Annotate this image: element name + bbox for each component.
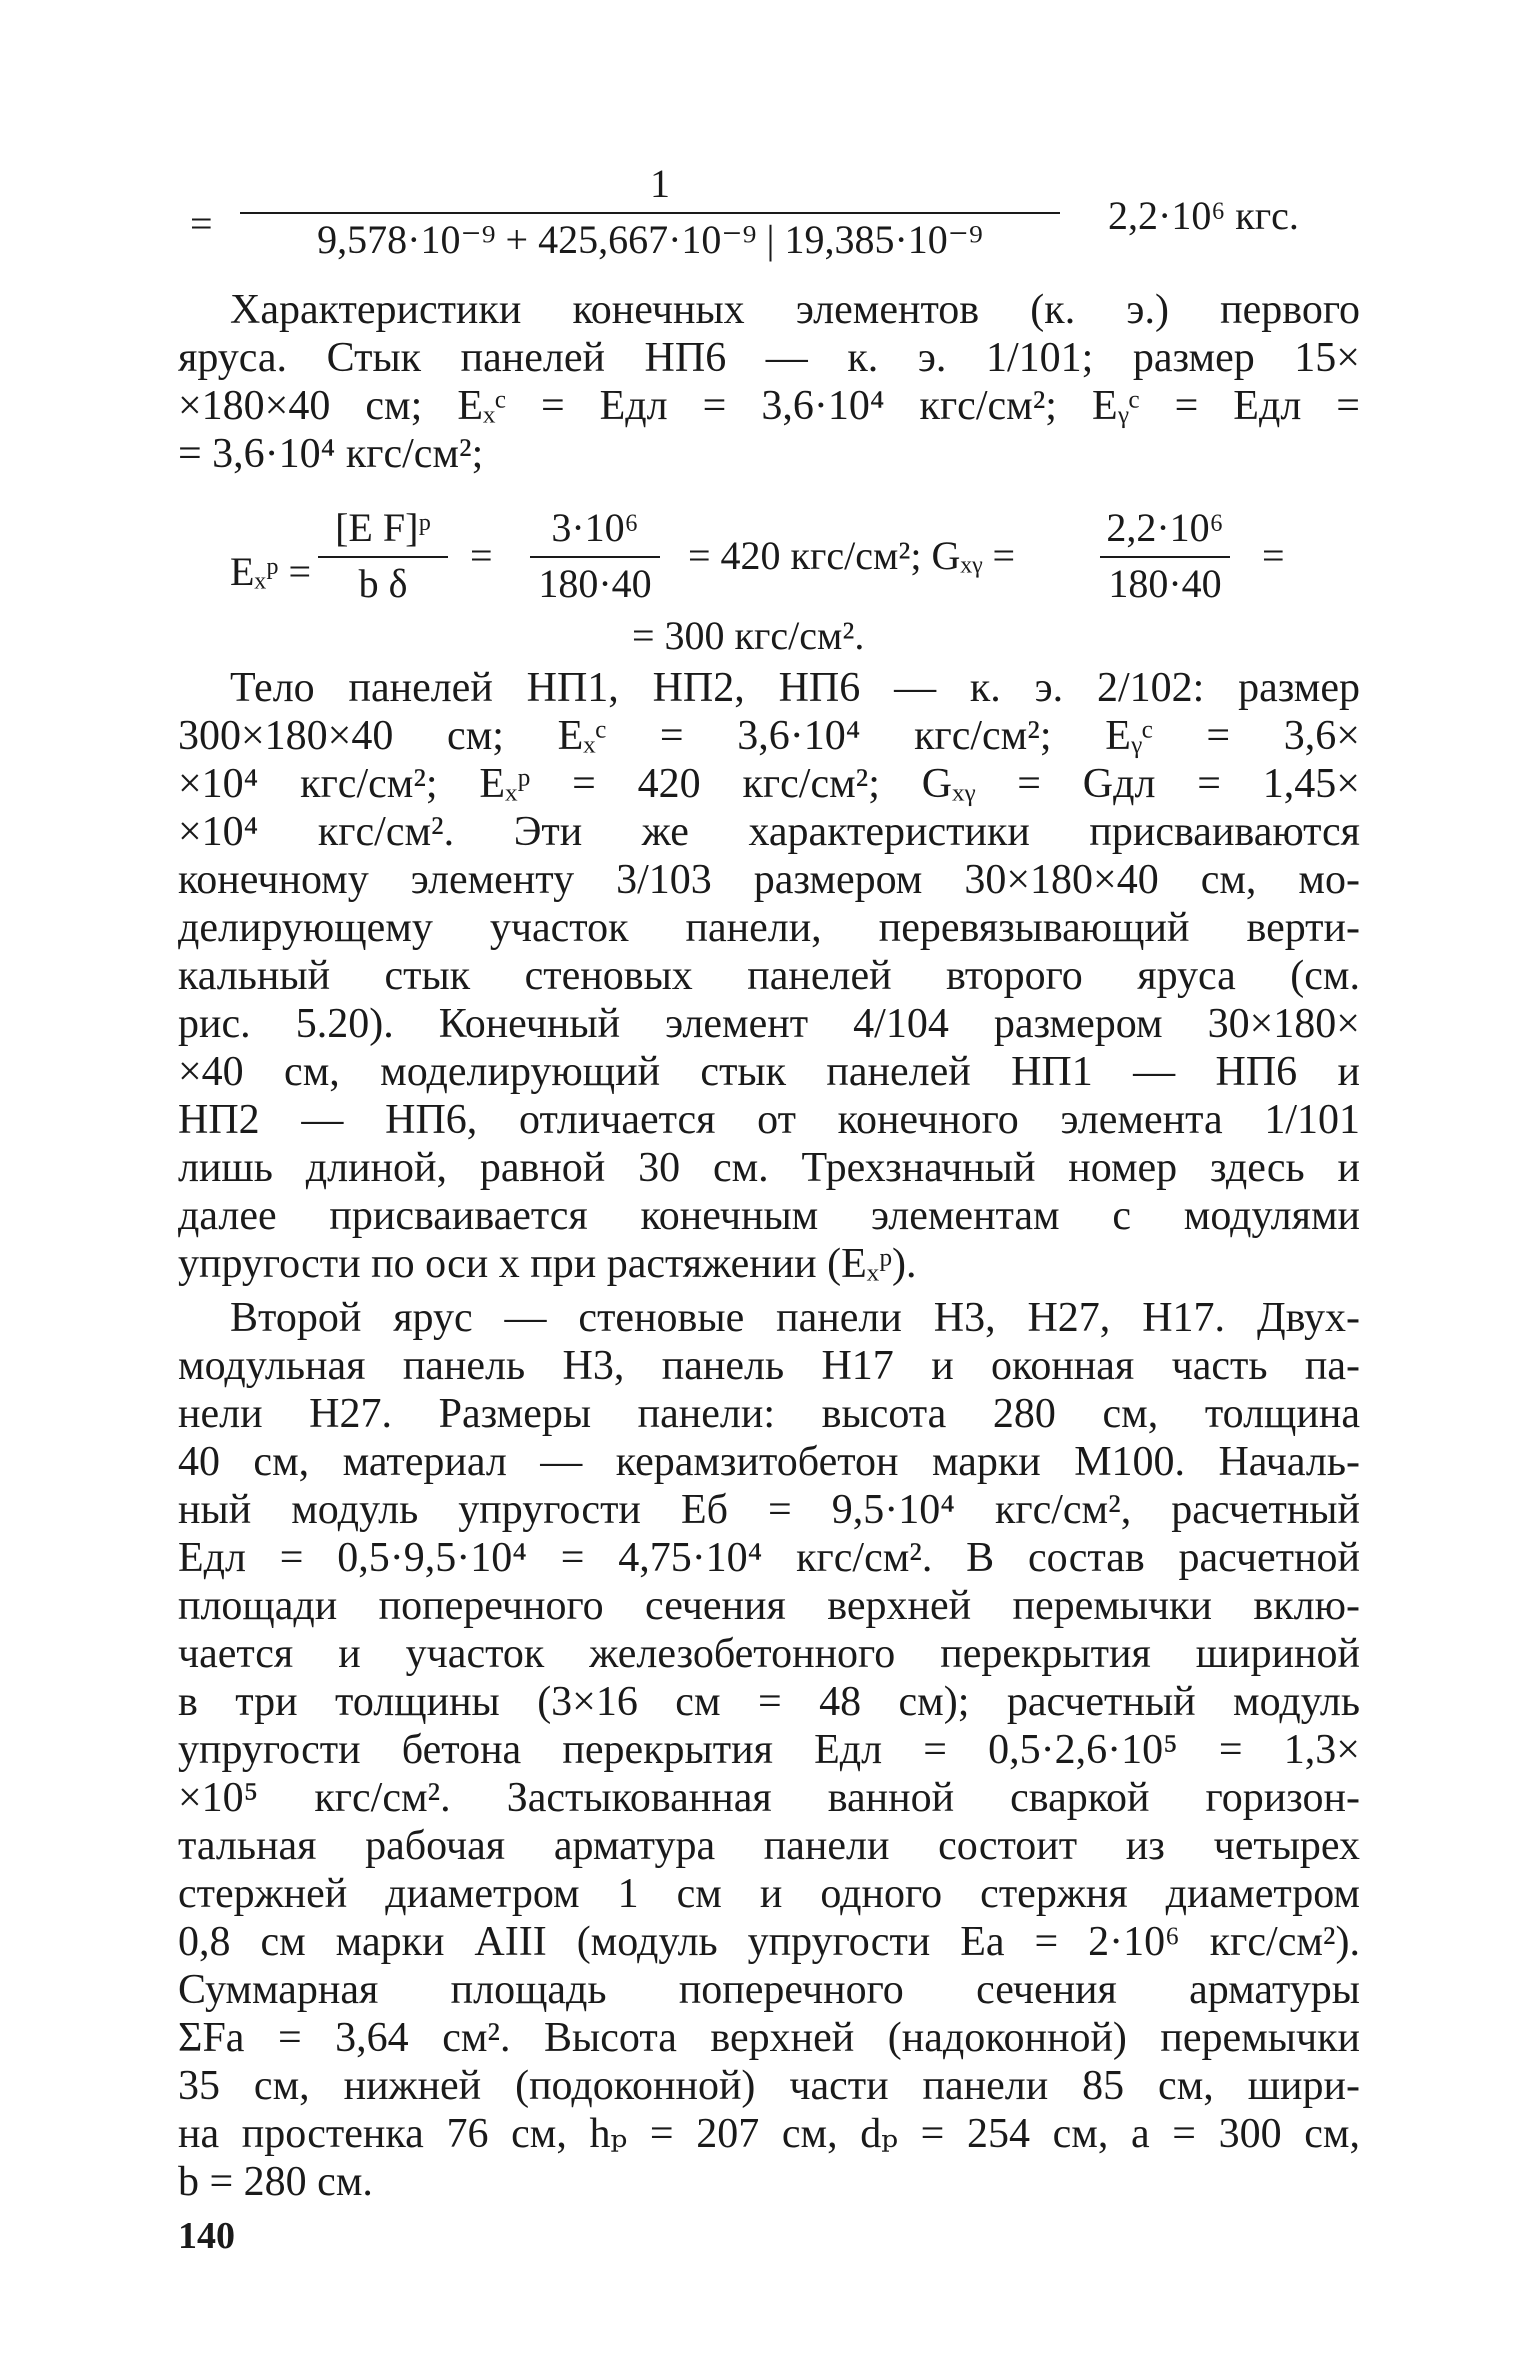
formula-mid-frac1-num: [E F]ᵖ	[335, 505, 431, 550]
formula-top-prefix: =	[190, 201, 213, 246]
formula-mid-frac2-num: 3·10⁶	[551, 505, 639, 550]
para3-line: в три толщины (3×16 см = 48 см); расчетный модуль	[178, 1679, 1360, 1725]
para1-line: = 3,6·10⁴ кгс/см²;	[178, 431, 484, 477]
para2-line: Тело панелей НП1, НП2, НП6 — к. э. 2/102: размер	[230, 665, 1360, 711]
para3-line: 40 см, материал — керамзитобетон марки М100. Началь-	[178, 1439, 1360, 1485]
para2-line: кальный стык стеновых панелей второго яруса (см.	[178, 953, 1360, 999]
para2-line: лишь длиной, равной 30 см. Трехзначный номер здесь и	[178, 1145, 1360, 1191]
para3-line: 0,8 см марки АIII (модуль упругости Eа = 2·10⁶ кгс/см²).	[178, 1919, 1360, 1965]
para2-line: ×40 см, моделирующий стык панелей НП1 — НП6 и	[178, 1049, 1360, 1095]
formula-mid-eq1: =	[470, 533, 493, 578]
para3-line: нели Н27. Размеры панели: высота 280 см, толщина	[178, 1391, 1360, 1437]
para3-line: площади поперечного сечения верхней перемычки вклю-	[178, 1583, 1360, 1629]
formula-mid-frac3-num: 2,2·10⁶	[1106, 505, 1224, 550]
formula-mid-frac1-bar	[318, 556, 448, 558]
para2-line: ×10⁴ кгс/см²; Eₓᵖ = 420 кгс/см²; Gₓᵧ = Gдл = 1,45×	[178, 761, 1360, 807]
para1-line: Характеристики конечных элементов (к. э.) первого	[230, 287, 1360, 333]
para3-line: ΣFа = 3,64 см². Высота верхней (надоконной) перемычки	[178, 2015, 1360, 2061]
para2-line: далее присваивается конечным элементам с модулями	[178, 1193, 1360, 1239]
para2-line: ×10⁴ кгс/см². Эти же характеристики присваиваются	[178, 809, 1360, 855]
formula-mid-text1: = 420 кгс/см²; Gₓᵧ =	[688, 533, 1016, 578]
para3-line: ный модуль упругости Eб = 9,5·10⁴ кгс/см², расчетный	[178, 1487, 1360, 1533]
para2-line: делирующему участок панели, перевязывающий верти-	[178, 905, 1360, 951]
para3-line: тальная рабочая арматура панели состоит из четырех	[178, 1823, 1360, 1869]
formula-top-fraction-bar	[240, 212, 1060, 214]
formula-top-numerator: 1	[650, 161, 670, 206]
formula-mid-line2: = 300 кгс/см².	[632, 613, 865, 658]
para3-line: чается и участок железобетонного перекрытия шириной	[178, 1631, 1360, 1677]
para2-line: конечному элементу 3/103 размером 30×180×40 см, мо-	[178, 857, 1360, 903]
formula-mid-frac2-bar	[530, 556, 660, 558]
para1-line: ×180×40 см; Eₓᶜ = Eдл = 3,6·10⁴ кгс/см²; Eᵧᶜ = Eдл =	[178, 383, 1360, 429]
para3-line: Eдл = 0,5·9,5·10⁴ = 4,75·10⁴ кгс/см². В состав расчетной	[178, 1535, 1360, 1581]
para3-line: модульная панель Н3, панель Н17 и оконная часть па-	[178, 1343, 1360, 1389]
para3-line: стержней диаметром 1 см и одного стержня диаметром	[178, 1871, 1360, 1917]
para3-line: на простенка 76 см, hₚ = 207 см, dₚ = 254 см, a = 300 см,	[178, 2111, 1360, 2157]
formula-top-result: 2,2·10⁶ кгс.	[1108, 193, 1299, 238]
formula-mid-frac2-den: 180·40	[538, 561, 652, 606]
para3-line: 35 см, нижней (подоконной) части панели 85 см, шири-	[178, 2063, 1360, 2109]
para2-line: НП2 — НП6, отличается от конечного элемента 1/101	[178, 1097, 1360, 1143]
formula-top-denominator: 9,578·10⁻⁹ + 425,667·10⁻⁹ | 19,385·10⁻⁹	[317, 217, 983, 262]
para1-line: яруса. Стык панелей НП6 — к. э. 1/101; размер 15×	[178, 335, 1360, 381]
formula-mid-frac1-den: b δ	[358, 561, 408, 606]
para2-line: упругости по оси x при растяжении (Eₓᵖ).	[178, 1241, 917, 1287]
page-number: 140	[178, 2215, 235, 2257]
formula-mid-frac3-den: 180·40	[1108, 561, 1222, 606]
para2-line: 300×180×40 см; Eₓᶜ = 3,6·10⁴ кгс/см²; Eᵧᶜ = 3,6×	[178, 713, 1360, 759]
para3-line: ×10⁵ кгс/см². Застыкованная ванной сваркой горизон-	[178, 1775, 1360, 1821]
formula-mid-frac3-bar	[1100, 556, 1230, 558]
para3-line: Второй ярус — стеновые панели Н3, Н27, Н17. Двух-	[230, 1295, 1360, 1341]
para3-line: Суммарная площадь поперечного сечения арматуры	[178, 1967, 1360, 2013]
para3-line: упругости бетона перекрытия Eдл = 0,5·2,6·10⁵ = 1,3×	[178, 1727, 1360, 1773]
para3-line: b = 280 см.	[178, 2159, 373, 2205]
formula-mid-lhs: Eₓᵖ =	[230, 549, 312, 594]
para2-line: рис. 5.20). Конечный элемент 4/104 размером 30×180×	[178, 1001, 1360, 1047]
formula-mid-eq2: =	[1262, 533, 1285, 578]
